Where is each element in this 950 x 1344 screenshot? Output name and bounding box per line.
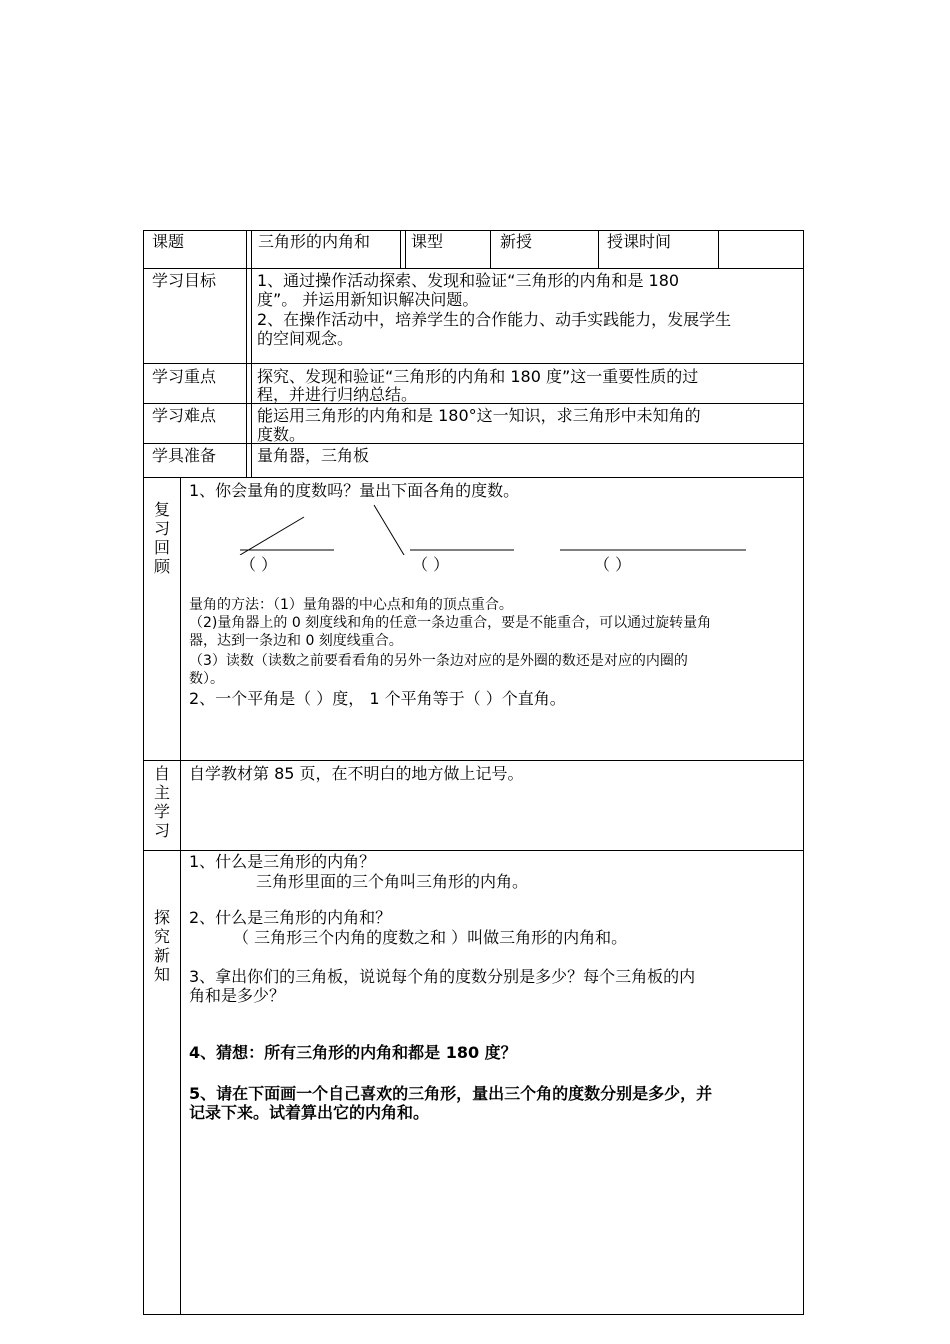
angle-2 xyxy=(374,505,514,555)
label-self-study: 自主学习 xyxy=(153,764,170,840)
goal-line: 度”。 并运用新知识解决问题。 xyxy=(257,290,479,309)
label-learning-goals: 学习目标 xyxy=(152,271,217,290)
explore-question: 4、猜想：所有三角形的内角和都是 180 度？ xyxy=(189,1043,517,1062)
angle-drawings xyxy=(182,495,762,555)
difficulty-line: 能运用三角形的内角和是 180°这一知识，求三角形中未知角的 xyxy=(257,406,701,425)
explore-question: 记录下来。试着算出它的内角和。 xyxy=(189,1103,430,1122)
column-divider xyxy=(718,230,719,269)
explore-question: 角和是多少？ xyxy=(189,986,286,1005)
self-study-text: 自学教材第 85 页，在不明白的地方做上记号。 xyxy=(189,764,524,783)
row-divider xyxy=(143,403,804,404)
lesson-topic: 三角形的内角和 xyxy=(258,232,371,251)
row-divider xyxy=(143,363,804,364)
label-difficulty: 学习难点 xyxy=(152,406,217,425)
method-line: 数）。 xyxy=(189,671,224,687)
row-divider xyxy=(143,477,804,478)
answer-blank-2: （ ） xyxy=(412,555,450,574)
goal-line: 2、在操作活动中，培养学生的合作能力、动手实践能力，发展学生 xyxy=(257,310,732,329)
explore-question: 3、拿出你们的三角板，说说每个角的度数分别是多少？每个三角板的内 xyxy=(189,967,696,986)
method-line: （3）读数（读数之前要看看角的另外一条边对应的是外圈的数还是对应的内圈的 xyxy=(189,653,688,669)
angle-1 xyxy=(240,517,334,555)
column-divider xyxy=(400,230,401,269)
column-divider xyxy=(405,230,406,269)
key-point-line: 探究、发现和验证“三角形的内角和 180 度”这一重要性质的过 xyxy=(257,367,699,386)
column-divider xyxy=(180,477,181,1315)
method-line: （2)量角器上的 0 刻度线和角的任意一条边重合，要是不能重合，可以通过旋转量角 xyxy=(189,615,712,631)
label-lesson-type: 课型 xyxy=(411,232,444,251)
row-divider xyxy=(143,760,804,761)
explore-question: 1、什么是三角形的内角？ xyxy=(189,852,376,871)
column-divider xyxy=(490,230,491,269)
difficulty-line: 度数。 xyxy=(257,425,306,444)
label-tools: 学具准备 xyxy=(152,446,217,465)
lesson-type: 新授 xyxy=(500,232,533,251)
answer-blank-3: （ ） xyxy=(594,555,632,574)
key-point-line: 程，并进行归纳总结。 xyxy=(257,385,418,404)
explore-question: 5、请在下面画一个自己喜欢的三角形，量出三个角的度数分别是多少，并 xyxy=(189,1084,713,1103)
row-divider xyxy=(143,850,804,851)
row-divider xyxy=(143,268,804,269)
column-divider xyxy=(251,230,252,478)
column-divider xyxy=(246,230,247,478)
goal-line: 的空间观念。 xyxy=(257,329,354,348)
explore-answer: （ 三角形三个内角的度数之和 ）叫做三角形的内角和。 xyxy=(233,928,628,947)
explore-answer: 三角形里面的三个角叫三角形的内角。 xyxy=(256,872,529,891)
label-review: 复习回顾 xyxy=(153,500,170,576)
review-question-2: 2、一个平角是（ ）度， 1 个平角等于（ ）个直角。 xyxy=(189,689,566,708)
column-divider xyxy=(598,230,599,269)
method-line: 器，达到一条边和 0 刻度线重合。 xyxy=(189,633,403,649)
row-divider xyxy=(143,443,804,444)
review-question-1: 1、你会量角的度数吗？量出下面各角的度数。 xyxy=(189,481,520,500)
answer-blank-1: （ ） xyxy=(240,555,278,574)
label-key-point: 学习重点 xyxy=(152,367,217,386)
explore-question: 2、什么是三角形的内角和？ xyxy=(189,908,392,927)
label-explore: 探究新知 xyxy=(153,908,170,984)
label-topic: 课题 xyxy=(152,232,185,251)
goal-line: 1、通过操作活动探索、发现和验证“三角形的内角和是 180 xyxy=(257,271,680,290)
label-lesson-time: 授课时间 xyxy=(607,232,672,251)
method-line: 量角的方法：（1）量角器的中心点和角的顶点重合。 xyxy=(189,597,513,613)
tools-value: 量角器，三角板 xyxy=(257,446,370,465)
